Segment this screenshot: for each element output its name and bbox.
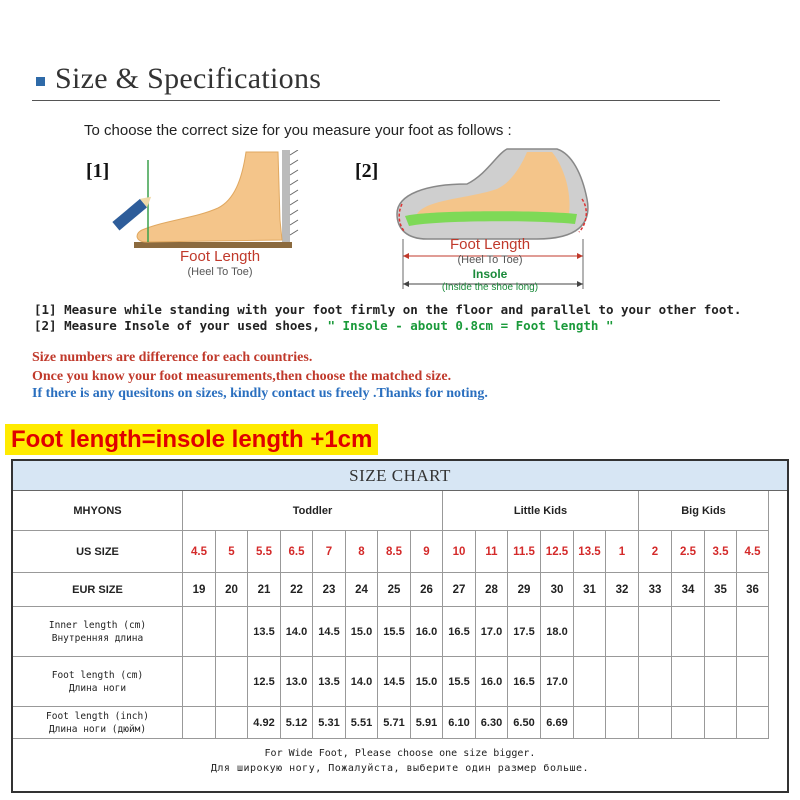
measurement-value-cell bbox=[737, 707, 769, 739]
measurement-value-cell: 13.5 bbox=[313, 657, 346, 707]
measurement-value-cell: 5.31 bbox=[313, 707, 346, 739]
row-label-russian: Длина ноги bbox=[68, 682, 127, 694]
eur-size-cell: 28 bbox=[476, 573, 508, 607]
us-size-cell: 10 bbox=[443, 531, 476, 573]
spec-title: Size & Specifications bbox=[55, 62, 322, 95]
measurement-value-cell: 16.5 bbox=[443, 607, 476, 657]
group-header-cell: Big Kids bbox=[639, 491, 769, 531]
measurement-value-cell bbox=[672, 707, 705, 739]
measurement-value-cell bbox=[216, 607, 248, 657]
eur-size-cell: 24 bbox=[346, 573, 378, 607]
measurement-value-cell bbox=[606, 657, 639, 707]
us-size-cell: 2 bbox=[639, 531, 672, 573]
measurement-value-cell: 6.50 bbox=[508, 707, 541, 739]
size-chart-table bbox=[11, 459, 789, 793]
size-chart-footnote bbox=[13, 739, 787, 793]
us-size-label: US SIZE bbox=[13, 531, 183, 573]
footnote-english: For Wide Foot, Please choose one size bigger. bbox=[264, 748, 536, 759]
note-2: Once you know your foot measurements,then choose the matched size. bbox=[32, 369, 452, 384]
row-label-english: Foot length (inch) bbox=[46, 710, 149, 722]
measurement-value-cell: 5.12 bbox=[281, 707, 313, 739]
group-header-cell: Toddler bbox=[183, 491, 443, 531]
us-size-cell: 11.5 bbox=[508, 531, 541, 573]
measurement-value-cell: 6.30 bbox=[476, 707, 508, 739]
measurement-value-cell: 17.0 bbox=[476, 607, 508, 657]
measurement-value-cell: 5.51 bbox=[346, 707, 378, 739]
measurement-value-cell: 15.0 bbox=[411, 657, 443, 707]
us-size-cell: 2.5 bbox=[672, 531, 705, 573]
measurement-value-cell: 16.5 bbox=[508, 657, 541, 707]
measurement-value-cell: 6.69 bbox=[541, 707, 574, 739]
figure1-caption: Foot Length bbox=[179, 248, 261, 265]
measurement-value-cell: 5.71 bbox=[378, 707, 411, 739]
measurement-value-cell: 14.5 bbox=[313, 607, 346, 657]
measurement-value-cell: 15.5 bbox=[443, 657, 476, 707]
measurement-row-label bbox=[13, 707, 183, 739]
measurement-value-cell: 17.0 bbox=[541, 657, 574, 707]
spec-panel bbox=[12, 44, 742, 406]
eur-size-cell: 26 bbox=[411, 573, 443, 607]
foot-length-banner: Foot length=insole length +1cm bbox=[5, 424, 378, 455]
measurement-value-cell: 16.0 bbox=[476, 657, 508, 707]
measurement-value-cell: 4.92 bbox=[248, 707, 281, 739]
measurement-value-cell: 17.5 bbox=[508, 607, 541, 657]
us-size-cell: 11 bbox=[476, 531, 508, 573]
eur-size-cell: 29 bbox=[508, 573, 541, 607]
title-divider bbox=[32, 100, 720, 101]
figure2-caption: Foot Length bbox=[449, 236, 531, 253]
measurement-value-cell: 13.5 bbox=[248, 607, 281, 657]
us-size-cell: 4.5 bbox=[737, 531, 769, 573]
measurement-value-cell bbox=[574, 707, 606, 739]
measurement-value-cell bbox=[639, 657, 672, 707]
measurement-value-cell: 14.0 bbox=[346, 657, 378, 707]
eur-size-cell: 19 bbox=[183, 573, 216, 607]
row-label-russian: Длина ноги (дюйм) bbox=[48, 723, 147, 735]
step-2-text: [2] Measure Insole of your used shoes, bbox=[34, 318, 328, 333]
us-size-cell: 5.5 bbox=[248, 531, 281, 573]
spec-header bbox=[36, 62, 321, 96]
measurement-value-cell bbox=[737, 657, 769, 707]
brand-label-cell: MHYONS bbox=[13, 491, 183, 531]
measurement-row-label bbox=[13, 607, 183, 657]
measurement-value-cell: 6.10 bbox=[443, 707, 476, 739]
measurement-value-cell bbox=[183, 607, 216, 657]
us-size-cell: 5 bbox=[216, 531, 248, 573]
us-size-cell: 8 bbox=[346, 531, 378, 573]
measurement-value-cell bbox=[639, 607, 672, 657]
eur-size-cell: 35 bbox=[705, 573, 737, 607]
us-size-cell: 7 bbox=[313, 531, 346, 573]
eur-size-cell: 21 bbox=[248, 573, 281, 607]
measurement-value-cell bbox=[183, 707, 216, 739]
insole-caption: Insole bbox=[472, 267, 508, 281]
measurement-value-cell bbox=[183, 657, 216, 707]
step-1 bbox=[34, 302, 741, 317]
measurement-value-cell bbox=[574, 607, 606, 657]
title-bullet-icon bbox=[36, 77, 45, 86]
note-3: If there is any quesitons on sizes, kindly contact us freely .Thanks for noting. bbox=[32, 386, 488, 401]
us-size-cell: 4.5 bbox=[183, 531, 216, 573]
eur-size-cell: 20 bbox=[216, 573, 248, 607]
row-label-russian: Внутренняя длина bbox=[51, 632, 144, 644]
measurement-value-cell: 13.0 bbox=[281, 657, 313, 707]
eur-size-cell: 31 bbox=[574, 573, 606, 607]
figure2-label: [2] bbox=[355, 160, 379, 182]
measurement-value-cell bbox=[705, 657, 737, 707]
eur-size-cell: 33 bbox=[639, 573, 672, 607]
eur-size-cell: 34 bbox=[672, 573, 705, 607]
measurement-value-cell: 18.0 bbox=[541, 607, 574, 657]
measurement-row-label bbox=[13, 657, 183, 707]
measurement-value-cell: 15.0 bbox=[346, 607, 378, 657]
measurement-value-cell: 14.0 bbox=[281, 607, 313, 657]
measurement-value-cell: 15.5 bbox=[378, 607, 411, 657]
step-2 bbox=[34, 318, 613, 333]
us-size-cell: 13.5 bbox=[574, 531, 606, 573]
size-chart-title: SIZE CHART bbox=[13, 461, 787, 491]
us-size-cell: 8.5 bbox=[378, 531, 411, 573]
group-header-cell: Little Kids bbox=[443, 491, 639, 531]
us-size-cell: 9 bbox=[411, 531, 443, 573]
measurement-value-cell bbox=[639, 707, 672, 739]
measurement-value-cell bbox=[705, 707, 737, 739]
figure1-label: [1] bbox=[86, 160, 110, 182]
measurement-value-cell: 16.0 bbox=[411, 607, 443, 657]
measurement-value-cell bbox=[574, 657, 606, 707]
eur-size-cell: 27 bbox=[443, 573, 476, 607]
measurement-value-cell: 12.5 bbox=[248, 657, 281, 707]
us-size-cell: 1 bbox=[606, 531, 639, 573]
eur-size-cell: 36 bbox=[737, 573, 769, 607]
row-label-english: Foot length (cm) bbox=[51, 669, 144, 681]
eur-size-cell: 32 bbox=[606, 573, 639, 607]
measurement-value-cell bbox=[705, 607, 737, 657]
figure1-sub-caption: (Heel To Toe) bbox=[187, 266, 253, 278]
figure2-sub-caption: (Heel To Toe) bbox=[457, 254, 523, 266]
step-2-highlight: " Insole - about 0.8cm = Foot length " bbox=[327, 318, 614, 333]
note-1: Size numbers are difference for each countries. bbox=[32, 350, 313, 365]
measurement-value-cell bbox=[606, 707, 639, 739]
us-size-cell: 6.5 bbox=[281, 531, 313, 573]
us-size-cell: 3.5 bbox=[705, 531, 737, 573]
eur-size-cell: 22 bbox=[281, 573, 313, 607]
spec-instruction: To choose the correct size for you measure your foot as follows : bbox=[84, 122, 512, 139]
footnote-russian: Для широкую ногу, Пожалуйста, выберите один размер больше. bbox=[210, 763, 590, 774]
measurement-value-cell bbox=[737, 607, 769, 657]
us-size-cell: 12.5 bbox=[541, 531, 574, 573]
measurement-value-cell bbox=[672, 657, 705, 707]
measurement-value-cell: 14.5 bbox=[378, 657, 411, 707]
eur-size-cell: 25 bbox=[378, 573, 411, 607]
insole-sub-caption: (Inside the shoe long) bbox=[441, 282, 539, 293]
measurement-value-cell bbox=[216, 707, 248, 739]
eur-size-cell: 30 bbox=[541, 573, 574, 607]
measurement-value-cell bbox=[672, 607, 705, 657]
measurement-value-cell: 5.91 bbox=[411, 707, 443, 739]
step-1-text: [1] Measure while standing with your foot firmly on the floor and parallel to your other foot. bbox=[34, 302, 742, 317]
eur-size-label: EUR SIZE bbox=[13, 573, 183, 607]
row-label-english: Inner length (cm) bbox=[48, 619, 147, 631]
measurement-value-cell bbox=[606, 607, 639, 657]
measurement-value-cell bbox=[216, 657, 248, 707]
eur-size-cell: 23 bbox=[313, 573, 346, 607]
